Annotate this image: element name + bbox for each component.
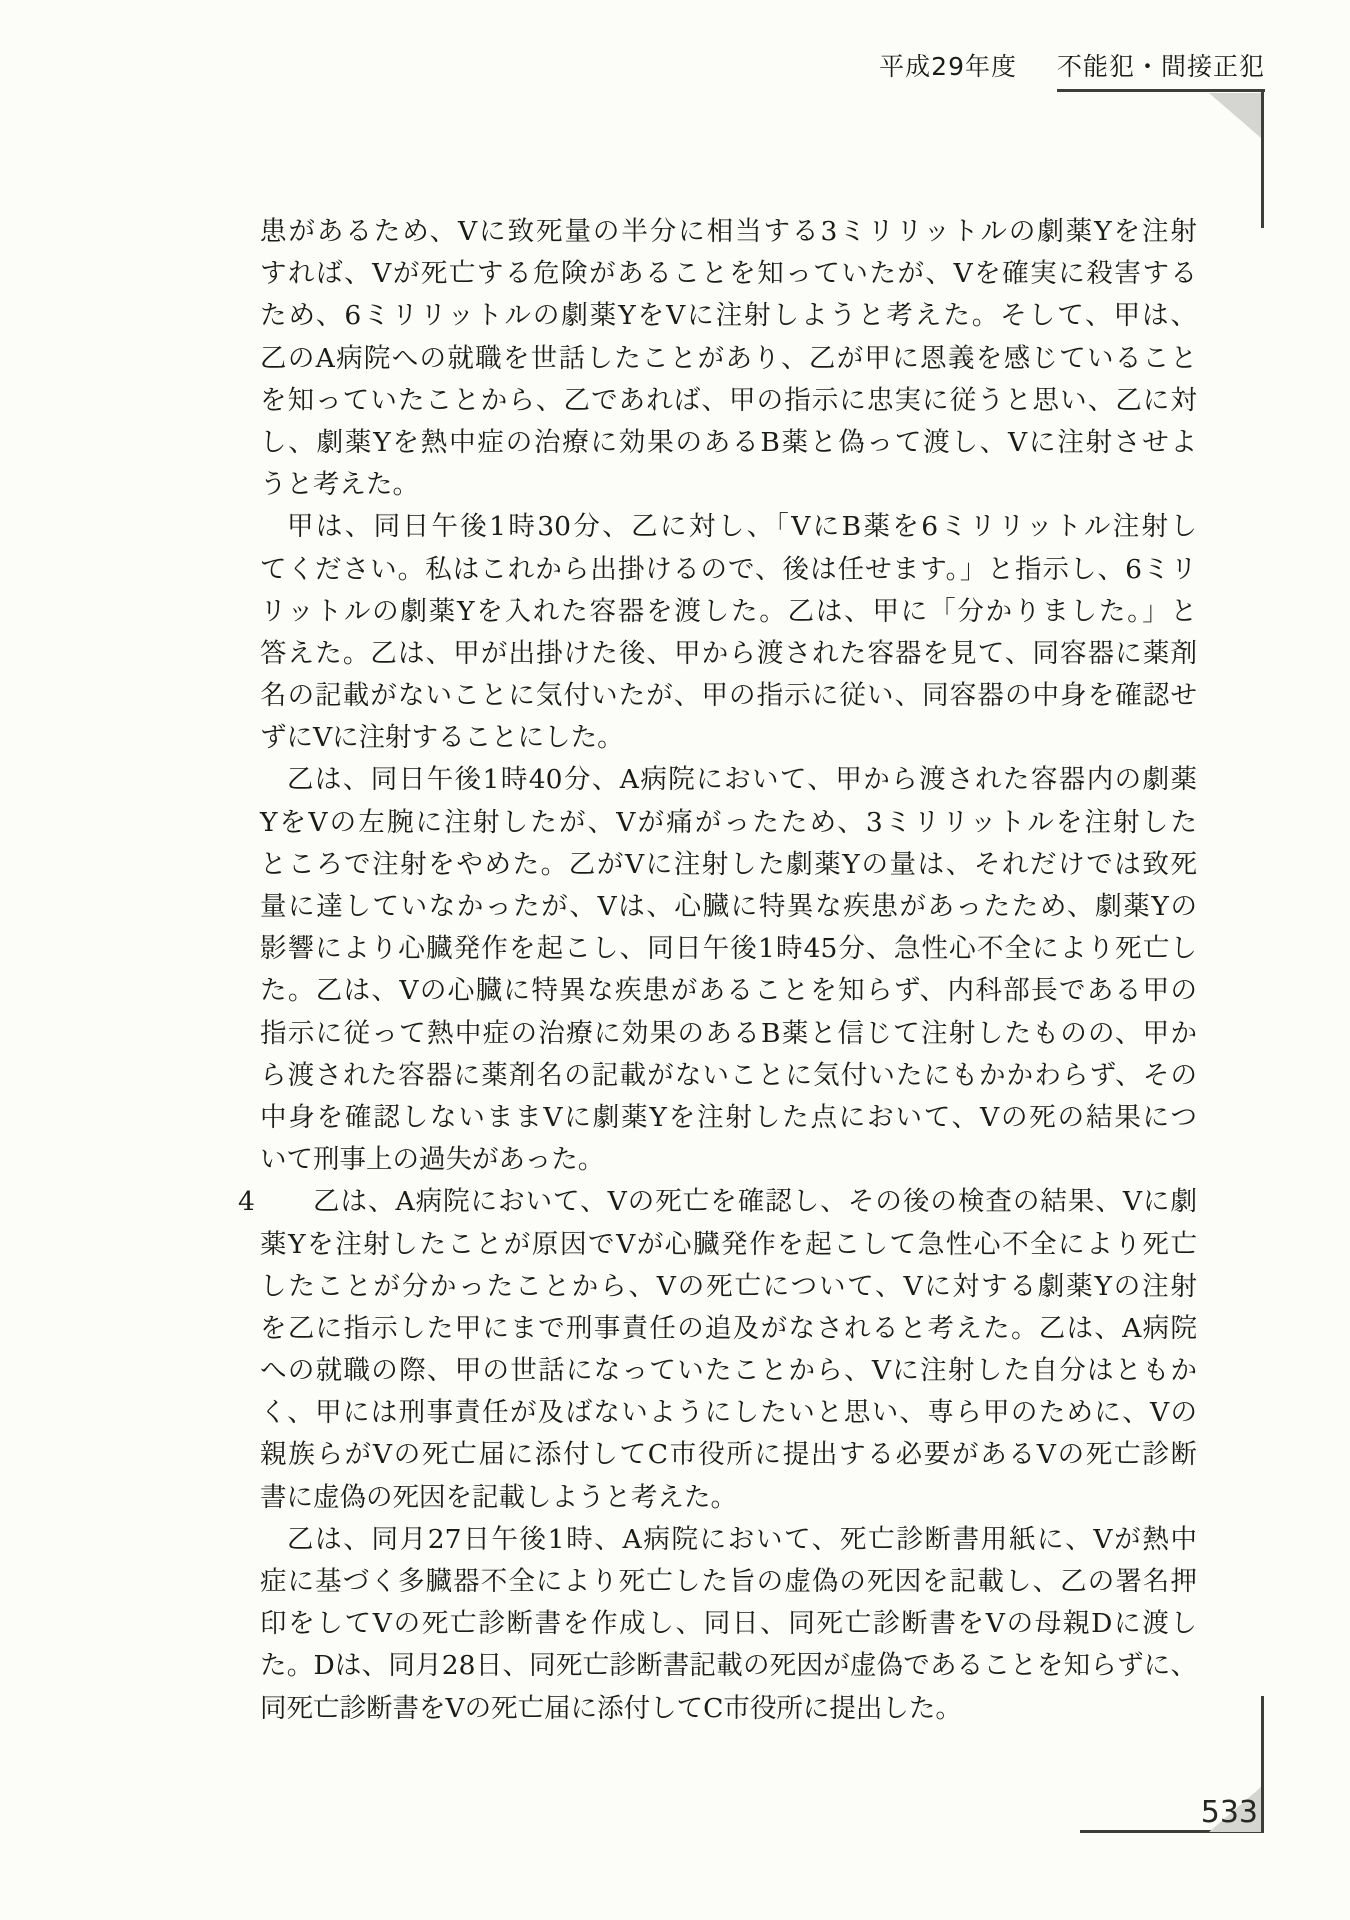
text-line: 中身を確認しないままVに劇薬Yを注射した点において、Vの死の結果につ bbox=[260, 1101, 1197, 1133]
paragraph bbox=[260, 211, 1197, 506]
paragraph bbox=[260, 506, 1197, 759]
text-line: したことが分かったことから、Vの死亡について、Vに対する劇薬Yの注射 bbox=[260, 1270, 1197, 1302]
text-line: てください。私はこれから出掛けるので、後は任せます。」と指示し、6ミリ bbox=[260, 553, 1197, 585]
text-line: を乙に指示した甲にまで刑事責任の追及がなされると考えた。乙は、A病院 bbox=[260, 1312, 1197, 1344]
paragraph bbox=[260, 759, 1197, 1181]
top-corner-rule-vertical bbox=[1261, 90, 1264, 228]
text-line: うと考えた。 bbox=[260, 469, 419, 501]
header-topic-label: 不能犯・間接正犯 bbox=[1057, 54, 1265, 92]
text-line: ずにVに注射することにした。 bbox=[260, 722, 624, 754]
text-line: いて刑事上の過失があった。 bbox=[260, 1144, 605, 1176]
header-era-label: 平成29年度 bbox=[879, 52, 1017, 81]
text-line: 印をしてVの死亡診断書を作成し、同日、同死亡診断書をVの母親Dに渡し bbox=[260, 1608, 1197, 1640]
text-line: ため、6ミリリットルの劇薬YをVに注射しようと考えた。そして、甲は、 bbox=[260, 300, 1197, 332]
paragraph bbox=[238, 1181, 1197, 1519]
text-line: く、甲には刑事責任が及ばないようにしたいと思い、専ら甲のために、Vの bbox=[260, 1397, 1197, 1429]
running-head bbox=[879, 54, 1265, 92]
text-line bbox=[238, 1181, 1197, 1223]
page-number: 533 bbox=[1200, 1795, 1258, 1830]
text-line: 答えた。乙は、甲が出掛けた後、甲から渡された容器を見て、同容器に薬剤 bbox=[260, 637, 1197, 669]
text-line: 量に達していなかったが、Vは、心臓に特異な疾患があったため、劇薬Yの bbox=[260, 891, 1197, 922]
text-line: 名の記載がないことに気付いたが、甲の指示に従い、同容器の中身を確認せ bbox=[260, 680, 1197, 712]
paragraph bbox=[260, 1519, 1197, 1730]
paragraph-number: 4 bbox=[238, 1186, 255, 1218]
text-line: 乙のA病院への就職を世話したことがあり、乙が甲に恩義を感じていること bbox=[260, 342, 1197, 374]
text-line: 患があるため、Vに致死量の半分に相当する3ミリリットルの劇薬Yを注射 bbox=[260, 216, 1197, 247]
bottom-corner-rule-vertical bbox=[1261, 1696, 1264, 1833]
text-line: 甲は、同日午後1時30分、乙に対し、「VにB薬を6ミリリットル注射し bbox=[287, 511, 1197, 543]
text-line: 書に虚偽の死因を記載しようと考えた。 bbox=[260, 1481, 737, 1513]
text-line: YをVの左腕に注射したが、Vが痛がったため、3ミリリットルを注射した bbox=[260, 806, 1197, 838]
text-line-content: 乙は、A病院において、Vの死亡を確認し、その後の検査の結果、Vに劇 bbox=[313, 1186, 1197, 1218]
text-line: 乙は、同日午後1時40分、A病院において、甲から渡された容器内の劇薬 bbox=[287, 764, 1197, 796]
text-line: ところで注射をやめた。乙がVに注射した劇薬Yの量は、それだけでは致死 bbox=[260, 848, 1197, 880]
top-corner-fold-triangle bbox=[1209, 93, 1261, 138]
text-line: すれば、Vが死亡する危険があることを知っていたが、Vを確実に殺害する bbox=[260, 258, 1197, 290]
body-text bbox=[238, 211, 1197, 1730]
text-line: 乙は、同月27日午後1時、A病院において、死亡診断書用紙に、Vが熱中 bbox=[287, 1523, 1197, 1555]
text-line: ら渡された容器に薬剤名の記載がないことに気付いたにもかかわらず、その bbox=[260, 1059, 1197, 1091]
text-line: 指示に従って熱中症の治療に効果のあるB薬と信じて注射したものの、甲か bbox=[260, 1017, 1197, 1049]
text-line: し、劇薬Yを熱中症の治療に効果のあるB薬と偽って渡し、Vに注射させよ bbox=[260, 426, 1197, 458]
text-line: 親族らがVの死亡届に添付してC市役所に提出する必要があるVの死亡診断 bbox=[260, 1439, 1197, 1471]
text-line: を知っていたことから、乙であれば、甲の指示に忠実に従うと思い、乙に対 bbox=[260, 384, 1197, 416]
text-line: た。乙は、Vの心臓に特異な疾患があることを知らず、内科部長である甲の bbox=[260, 975, 1197, 1007]
text-line: 同死亡診断書をVの死亡届に添付してC市役所に提出した。 bbox=[260, 1692, 962, 1724]
text-line: リットルの劇薬Yを入れた容器を渡した。乙は、甲に「分かりました。」と bbox=[260, 595, 1197, 627]
text-line: た。Dは、同月28日、同死亡診断書記載の死因が虚偽であることを知らずに、 bbox=[260, 1650, 1197, 1682]
text-line: への就職の際、甲の世話になっていたことから、Vに注射した自分はともか bbox=[260, 1355, 1197, 1387]
text-line: 症に基づく多臓器不全により死亡した旨の虚偽の死因を記載し、乙の署名押 bbox=[260, 1566, 1197, 1597]
text-line: 薬Yを注射したことが原因でVが心臓発作を起こして急性心不全により死亡 bbox=[260, 1228, 1197, 1260]
text-line: 影響により心臓発作を起こし、同日午後1時45分、急性心不全により死亡し bbox=[260, 933, 1197, 965]
